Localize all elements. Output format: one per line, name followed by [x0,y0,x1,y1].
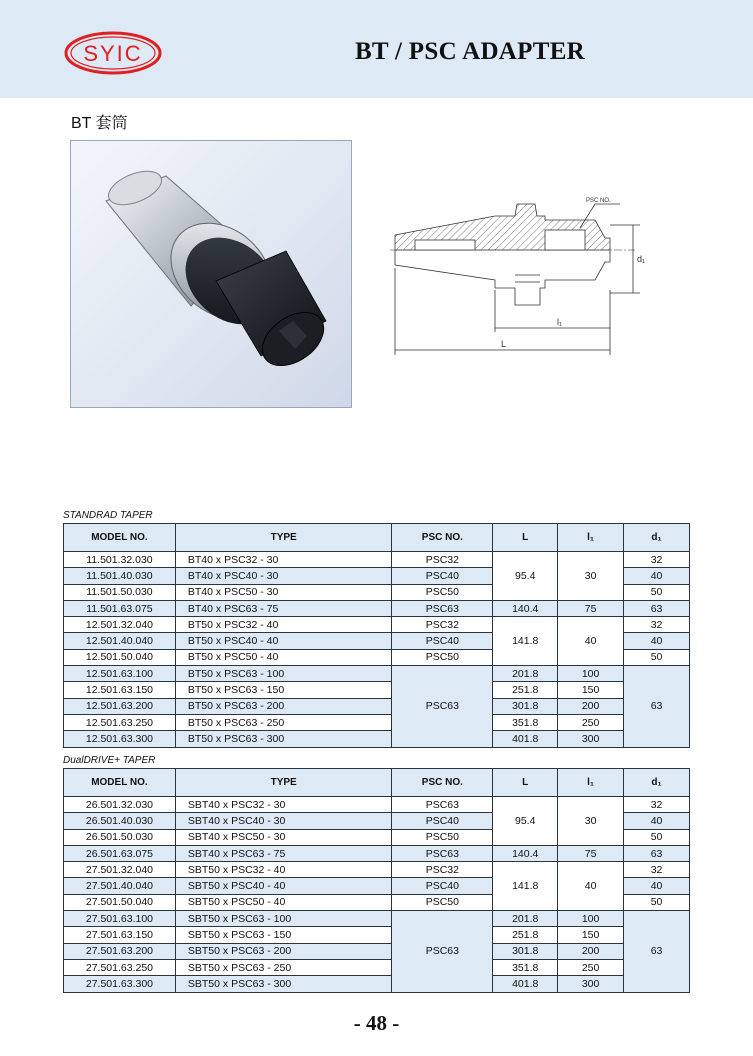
l1-cell: 300 [558,976,624,992]
psc-label: PSC NO. [586,198,611,204]
dualdrive-taper-caption: DualDRIVE+ TAPER [63,755,156,766]
model-cell: 27.501.63.250 [64,959,176,975]
type-cell: BT50 x PSC32 - 40 [175,617,392,633]
psc-cell: PSC32 [392,862,493,878]
l1-cell: 150 [558,927,624,943]
L-cell: 95.4 [493,797,558,846]
type-cell: BT50 x PSC63 - 200 [175,698,392,714]
model-cell: 12.501.63.100 [64,666,176,682]
l1-cell: 250 [558,959,624,975]
standard-taper-table [63,523,690,748]
psc-cell: PSC63 [392,845,493,861]
L-cell: 351.8 [493,959,558,975]
type-cell: SBT50 x PSC32 - 40 [175,862,392,878]
model-cell: 11.501.40.030 [64,568,176,584]
model-cell: 27.501.63.100 [64,911,176,927]
L-cell: 401.8 [493,731,558,747]
psc-cell: PSC40 [392,633,493,649]
model-cell: 12.501.63.300 [64,731,176,747]
col-type: TYPE [175,524,392,552]
model-cell: 27.501.63.300 [64,976,176,992]
type-cell: SBT40 x PSC32 - 30 [175,797,392,813]
page-title: BT / PSC ADAPTER [354,38,586,65]
l1-cell: 200 [558,698,624,714]
col-type: TYPE [175,769,392,797]
col-psc-no: PSC NO. [392,769,493,797]
L-cell: 140.4 [493,845,558,861]
psc-cell: PSC63 [392,600,493,616]
psc-cell: PSC40 [392,568,493,584]
L-cell: 140.4 [493,600,558,616]
model-cell: 11.501.63.075 [64,600,176,616]
d1-cell: 63 [624,911,690,992]
l1-cell: 40 [558,617,624,666]
l1-cell: 100 [558,911,624,927]
l1-cell: 300 [558,731,624,747]
model-cell: 12.501.40.040 [64,633,176,649]
model-cell: 26.501.32.030 [64,797,176,813]
d1-cell: 32 [624,862,690,878]
logo-text: SYIC [83,41,143,66]
d1-cell: 63 [624,600,690,616]
L-cell: 201.8 [493,911,558,927]
type-cell: SBT50 x PSC63 - 100 [175,911,392,927]
d1-cell: 63 [624,666,690,747]
model-cell: 12.501.50.040 [64,649,176,665]
L-cell: 401.8 [493,976,558,992]
psc-cell: PSC63 [392,666,493,747]
syic-logo [64,31,162,75]
psc-cell: PSC50 [392,829,493,845]
table-row [64,714,690,730]
model-cell: 11.501.50.030 [64,584,176,600]
d1-cell: 50 [624,829,690,845]
l1-cell: 40 [558,862,624,911]
type-cell: BT40 x PSC40 - 30 [175,568,392,584]
model-cell: 27.501.63.150 [64,927,176,943]
L-cell: 301.8 [493,698,558,714]
type-cell: BT50 x PSC63 - 150 [175,682,392,698]
d1-cell: 50 [624,584,690,600]
col-d1: d₁ [624,769,690,797]
type-cell: BT50 x PSC40 - 40 [175,633,392,649]
psc-cell: PSC40 [392,878,493,894]
type-cell: SBT40 x PSC40 - 30 [175,813,392,829]
table-row [64,698,690,714]
table-row [64,600,690,616]
type-cell: SBT50 x PSC63 - 300 [175,976,392,992]
table-row [64,976,690,992]
table-row [64,617,690,633]
d1-cell: 50 [624,894,690,910]
l1-cell: 100 [558,666,624,682]
adapter-illustration [71,141,353,409]
L-cell: 351.8 [493,714,558,730]
section-title: BT 套筒 [71,115,128,132]
page-header [0,0,753,98]
l1-cell: 75 [558,600,624,616]
col-d1: d₁ [624,524,690,552]
d1-cell: 63 [624,845,690,861]
type-cell: SBT50 x PSC40 - 40 [175,878,392,894]
model-cell: 26.501.63.075 [64,845,176,861]
type-cell: SBT50 x PSC63 - 200 [175,943,392,959]
col-model-no: MODEL NO. [64,769,176,797]
d1-cell: 32 [624,552,690,568]
d1-cell: 50 [624,649,690,665]
table-row [64,682,690,698]
l1-cell: 200 [558,943,624,959]
type-cell: SBT40 x PSC50 - 30 [175,829,392,845]
l1-cell: 250 [558,714,624,730]
col-L: L [493,769,558,797]
model-cell: 27.501.63.200 [64,943,176,959]
L-cell: 141.8 [493,617,558,666]
type-cell: SBT50 x PSC63 - 250 [175,959,392,975]
type-cell: BT40 x PSC63 - 75 [175,600,392,616]
model-cell: 11.501.32.030 [64,552,176,568]
l1-cell: 150 [558,682,624,698]
table-row [64,552,690,568]
l1-cell: 75 [558,845,624,861]
table-header-row [64,524,690,552]
L-cell: 251.8 [493,927,558,943]
L-cell: 141.8 [493,862,558,911]
L-cell: 301.8 [493,943,558,959]
L-cell: 201.8 [493,666,558,682]
psc-cell: PSC32 [392,552,493,568]
col-psc-no: PSC NO. [392,524,493,552]
d1-cell: 32 [624,617,690,633]
type-cell: BT50 x PSC50 - 40 [175,649,392,665]
table-header-row [64,769,690,797]
model-cell: 26.501.40.030 [64,813,176,829]
l1-label: l₁ [557,317,563,327]
table-row [64,911,690,927]
model-cell: 27.501.50.040 [64,894,176,910]
type-cell: BT50 x PSC63 - 250 [175,714,392,730]
type-cell: BT40 x PSC50 - 30 [175,584,392,600]
d1-cell: 32 [624,797,690,813]
psc-cell: PSC63 [392,911,493,992]
d1-label: d₁ [637,254,646,264]
psc-cell: PSC40 [392,813,493,829]
type-cell: SBT50 x PSC63 - 150 [175,927,392,943]
model-cell: 27.501.32.040 [64,862,176,878]
l1-cell: 30 [558,797,624,846]
standard-taper-caption: STANDRAD TAPER [63,510,153,521]
technical-drawing [385,190,655,360]
L-cell: 95.4 [493,552,558,601]
model-cell: 27.501.40.040 [64,878,176,894]
d1-cell: 40 [624,633,690,649]
type-cell: SBT50 x PSC50 - 40 [175,894,392,910]
table-row [64,862,690,878]
l1-cell: 30 [558,552,624,601]
model-cell: 12.501.63.250 [64,714,176,730]
d1-cell: 40 [624,813,690,829]
type-cell: SBT40 x PSC63 - 75 [175,845,392,861]
product-photo [70,140,352,408]
col-L: L [493,524,558,552]
col-l1: l₁ [558,769,624,797]
psc-cell: PSC50 [392,584,493,600]
d1-cell: 40 [624,568,690,584]
page-number: - 48 - [353,1011,400,1035]
type-cell: BT50 x PSC63 - 100 [175,666,392,682]
model-cell: 12.501.63.150 [64,682,176,698]
L-cell: 251.8 [493,682,558,698]
type-cell: BT50 x PSC63 - 300 [175,731,392,747]
table-row [64,797,690,813]
model-cell: 12.501.63.200 [64,698,176,714]
psc-cell: PSC63 [392,797,493,813]
table-row [64,666,690,682]
col-l1: l₁ [558,524,624,552]
table-row [64,845,690,861]
psc-cell: PSC32 [392,617,493,633]
L-label: L [501,339,507,349]
model-cell: 26.501.50.030 [64,829,176,845]
table-row [64,943,690,959]
model-cell: 12.501.32.040 [64,617,176,633]
psc-cell: PSC50 [392,649,493,665]
type-cell: BT40 x PSC32 - 30 [175,552,392,568]
dualdrive-taper-table [63,768,690,993]
table-row [64,959,690,975]
psc-cell: PSC50 [392,894,493,910]
d1-cell: 40 [624,878,690,894]
col-model-no: MODEL NO. [64,524,176,552]
table-row [64,731,690,747]
table-row [64,927,690,943]
